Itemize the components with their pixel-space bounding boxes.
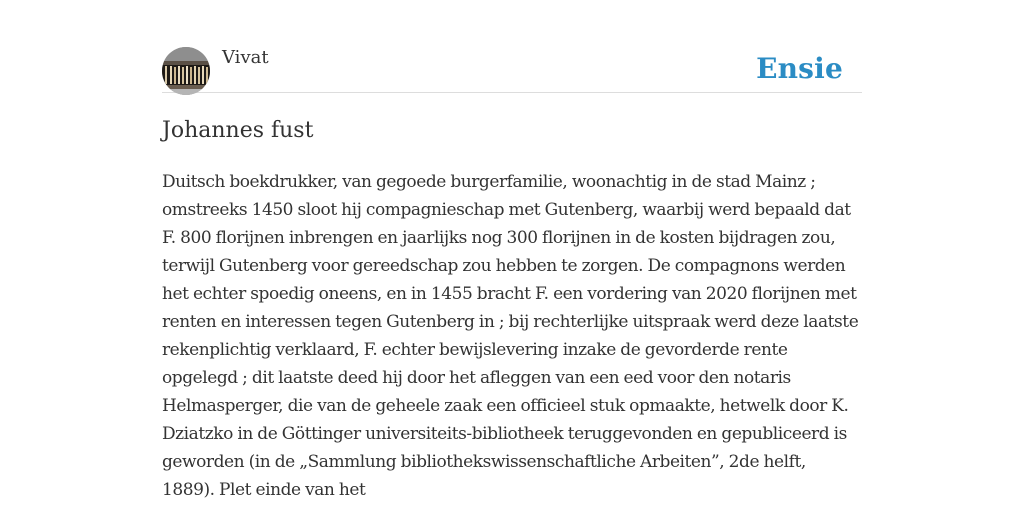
article-title: Johannes fust — [162, 118, 314, 143]
header — [162, 47, 862, 93]
site-logo[interactable]: Ensie — [756, 52, 843, 85]
author-name[interactable]: Vivat — [222, 47, 269, 68]
library-books-icon — [162, 47, 210, 95]
article-page — [162, 0, 862, 512]
article-body: Duitsch boekdrukker, van gegoede burgerfamilie, woonachtig in de stad Mainz ; omstreeks 1450 sloot hij compagnieschap met Gutenberg, waarbij werd bepaald dat F. 800 florijnen inbrengen en jaarlijks nog 300 florijnen in de kosten bijdragen zou, terwijl Gutenberg voor gereedschap zou hebben te zorgen. De compagnons werden het echter spoedig oneens, en in 1455 bracht F. een vordering van 2020 florijnen met renten en interessen tegen Gutenberg in ; bij rechterlijke uitspraak werd deze laatste rekenplichtig verklaard, F. echter bewijslevering inzake de gevorderde rente opgelegd ; dit laatste deed hij door het afleggen van een eed voor den notaris Helmasperger, die van de geheele zaak een officieel stuk opmaakte, hetwelk door K. Dziatzko in de Göttinger universiteits-bibliotheek teruggevonden en gepubliceerd is geworden (in de „Sammlung bibliothekswissenschaftliche Arbeiten”, 2de helft, 1889). Plet einde van het — [162, 172, 859, 500]
author-avatar[interactable] — [162, 47, 210, 95]
